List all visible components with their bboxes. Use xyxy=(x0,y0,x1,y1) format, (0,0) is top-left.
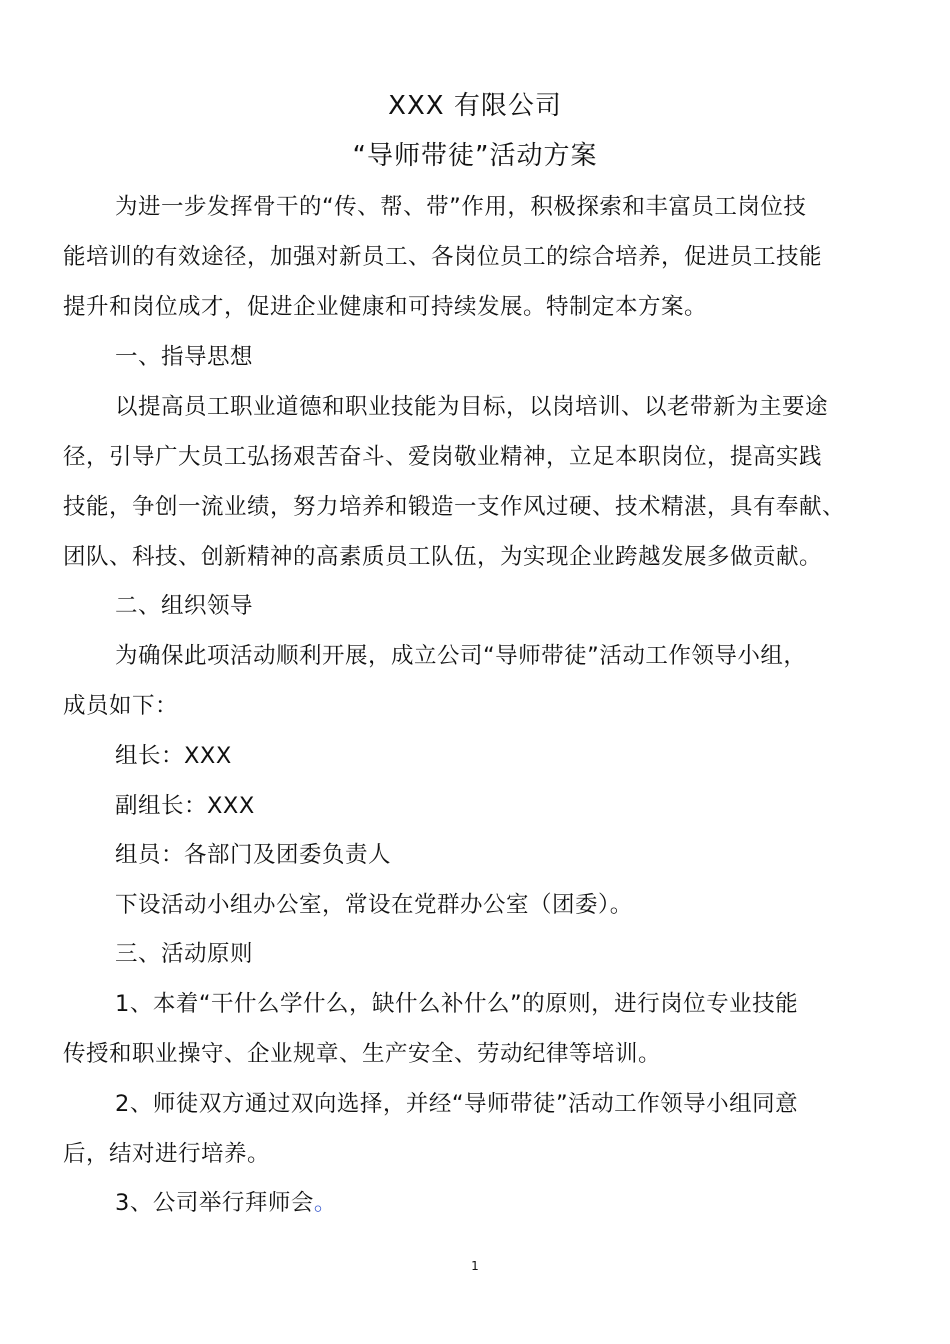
section-2-line-2: 成员如下： xyxy=(63,693,179,719)
intro-line-1: 为进一步发挥骨干的“传、帮、带”作用，积极探索和丰富员工岗位技 xyxy=(115,194,807,220)
principle-1-line-1: 1、本着“干什么学什么，缺什么补什么”的原则，进行岗位专业技能 xyxy=(115,991,799,1017)
principle-3-line xyxy=(115,1183,887,1223)
group-office: 下设活动小组办公室，常设在党群办公室（团委）。 xyxy=(115,892,633,918)
section-1-line-4: 团队、科技、创新精神的高素质员工队伍，为实现企业跨越发展多做贡献。 xyxy=(63,544,823,570)
principle-2-line-2: 后，结对进行培养。 xyxy=(63,1141,271,1167)
section-1-line-3: 技能，争创一流业绩，努力培养和锻造一支作风过硬、技术精湛，具有奉献、 xyxy=(63,494,846,520)
section-1-heading: 一、指导思想 xyxy=(115,344,254,370)
intro-line-3: 提升和岗位成才，促进企业健康和可持续发展。特制定本方案。 xyxy=(63,294,708,320)
principle-2-line-1: 2、师徒双方通过双向选择，并经“导师带徒”活动工作领导小组同意 xyxy=(115,1091,799,1117)
section-2-heading: 二、组织领导 xyxy=(115,593,254,619)
principle-1-line-2: 传授和职业操守、企业规章、生产安全、劳动纪律等培训。 xyxy=(63,1041,662,1067)
group-deputy: 副组长：XXX xyxy=(115,793,255,819)
page-number: 1 xyxy=(471,1259,479,1273)
section-3-heading: 三、活动原则 xyxy=(115,941,254,967)
group-members: 组员：各部门及团委负责人 xyxy=(115,842,392,868)
section-1-line-2: 径，引导广大员工弘扬艰苦奋斗、爱岗敬业精神，立足本职岗位，提高实践 xyxy=(63,444,823,470)
principle-3-text: 3、公司举行拜师会 xyxy=(115,1190,314,1216)
section-2-line-1: 为确保此项活动顺利开展，成立公司“导师带徒”活动工作领导小组， xyxy=(115,643,807,669)
principle-3-end-mark: 。 xyxy=(313,1190,337,1216)
section-1-line-1: 以提高员工职业道德和职业技能为目标，以岗培训、以老带新为主要途 xyxy=(115,394,829,420)
plan-title: “导师带徒”活动方案 xyxy=(352,141,598,171)
group-leader: 组长：XXX xyxy=(115,743,232,769)
company-title: XXX 有限公司 xyxy=(388,91,562,121)
intro-line-2: 能培训的有效途径，加强对新员工、各岗位员工的综合培养，促进员工技能 xyxy=(63,244,823,270)
